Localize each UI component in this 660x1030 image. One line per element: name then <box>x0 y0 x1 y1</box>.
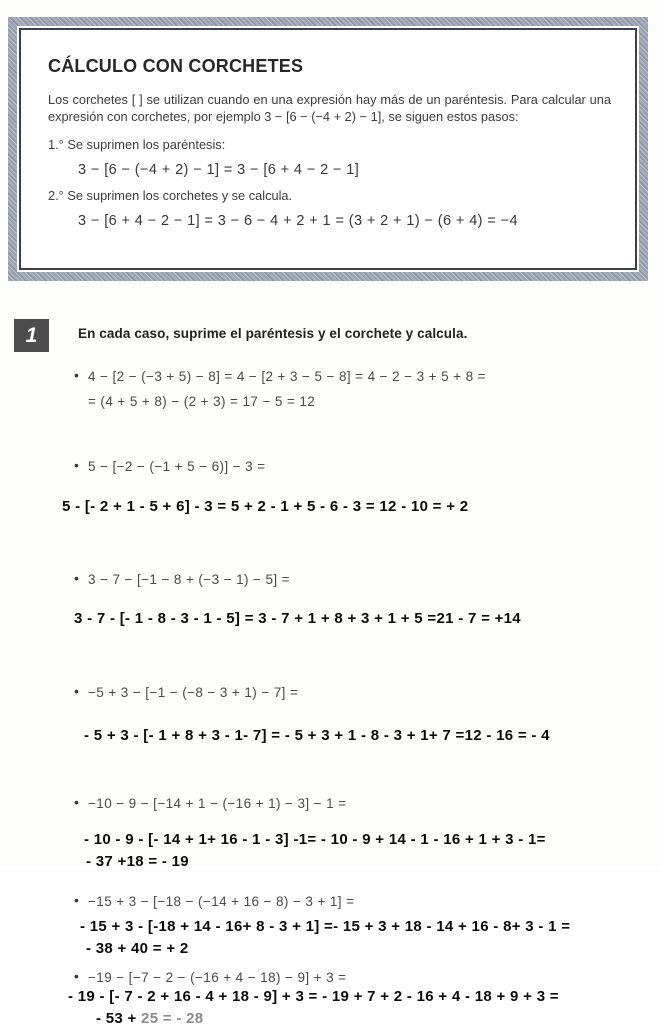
handwritten-answer-2: - 37 +18 = - 19 <box>86 853 189 870</box>
handwritten-answer: - 15 + 3 - [-18 + 14 - 16+ 8 - 3 + 1] =- 15 + 3 + 18 - 14 + 16 - 8+ 3 - 1 = <box>80 918 571 935</box>
problem-line <box>0 791 660 816</box>
problem-text: −15 + 3 − [−18 − (−14 + 16 − 8) − 3 + 1] = <box>88 894 355 909</box>
exercise-instruction: En cada caso, suprime el paréntesis y el corchete y calcula. <box>78 326 468 341</box>
bullet-icon: • <box>74 367 80 383</box>
bullet-icon: • <box>74 570 80 586</box>
step-1-equation: 3 − [6 − (−4 + 2) − 1] = 3 − [6 + 4 − 2 − 1] <box>78 162 360 178</box>
problem-line-2: = (4 + 5 + 8) − (2 + 3) = 17 − 5 = 12 <box>88 394 316 409</box>
handwritten-answer: 3 - 7 - [- 1 - 8 - 3 - 1 - 5] = 3 - 7 + 1 + 8 + 3 + 1 + 5 =21 - 7 = +14 <box>74 610 521 627</box>
exercise-item <box>0 680 660 747</box>
handwritten-answer-2: - 38 + 40 = + 2 <box>86 940 189 957</box>
handwritten-answer: - 10 - 9 - [- 14 + 1+ 16 - 1 - 3] -1= - 10 - 9 + 14 - 1 - 16 + 1 + 3 - 1= <box>84 831 546 848</box>
problem-line <box>0 889 660 914</box>
problem-text: 4 − [2 − (−3 + 5) − 8] = 4 − [2 + 3 − 5 − 8] = 4 − 2 − 3 + 5 + 8 = <box>88 369 486 384</box>
problem-text: −10 − 9 − [−14 + 1 − (−16 + 1) − 3] − 1 = <box>88 796 347 811</box>
exercise-number-badge: 1 <box>14 319 49 352</box>
exercise-item <box>0 364 660 414</box>
handwritten-answer: - 19 - [- 7 - 2 + 16 - 4 + 18 - 9] + 3 = - 19 + 7 + 2 - 16 + 4 - 18 + 9 + 3 = <box>68 988 559 1005</box>
problem-line <box>0 969 660 986</box>
problem-text: −19 − [−7 − 2 − (−16 + 4 − 18) − 9] + 3 = <box>88 970 347 985</box>
step-2-equation: 3 − [6 + 4 − 2 − 1] = 3 − 6 − 4 + 2 + 1 = (3 + 2 + 1) − (6 + 4) = −4 <box>78 213 518 229</box>
problem-text: 3 − 7 − [−1 − 8 + (−3 − 1) − 5] = <box>88 572 290 587</box>
problem-line <box>0 364 660 389</box>
section-title: CÁLCULO CON CORCHETES <box>48 56 304 76</box>
problem-line <box>0 454 660 479</box>
step-1-label: 1.° Se suprimen los paréntesis: <box>48 137 226 152</box>
handwritten-answer-light: 25 = - 28 <box>141 1010 204 1027</box>
bullet-icon: • <box>74 968 80 984</box>
problem-text: −5 + 3 − [−1 − (−8 − 3 + 1) − 7] = <box>88 685 299 700</box>
exercise-item <box>0 791 660 873</box>
problem-line <box>0 567 660 592</box>
handwritten-answer: 5 - [- 2 + 1 - 5 + 6] - 3 = 5 + 2 - 1 + 5 - 6 - 3 = 12 - 10 = + 2 <box>62 498 469 515</box>
exercise-item <box>0 454 660 518</box>
handwritten-answer: - 5 + 3 - [- 1 + 8 + 3 - 1- 7] = - 5 + 3 + 1 - 8 - 3 + 1+ 7 =12 - 16 = - 4 <box>84 727 550 744</box>
intro-paragraph: Los corchetes [ ] se utilizan cuando en una expresión hay más de un paréntesis. Para calcular una expresión con corchetes, por ejemplo 3 − [6 − (−4 + 2) − 1], se siguen estos pasos: <box>48 92 611 124</box>
theory-box-inner <box>19 28 637 270</box>
bullet-icon: • <box>74 892 80 908</box>
exercise-item <box>0 567 660 630</box>
handwritten-answer-dark: - 53 + <box>96 1010 137 1027</box>
exercise-items <box>0 364 660 1030</box>
bullet-icon: • <box>74 457 80 473</box>
problem-text: 5 − [−2 − (−1 + 5 − 6)] − 3 = <box>88 459 266 474</box>
exercise-header <box>14 319 467 352</box>
exercise-item <box>0 969 660 1030</box>
theory-box <box>8 17 648 281</box>
exercise-item <box>0 889 660 960</box>
bullet-icon: • <box>74 794 80 810</box>
problem-line <box>0 680 660 705</box>
bullet-icon: • <box>74 683 80 699</box>
handwritten-answer-2 <box>0 1008 660 1030</box>
step-2-label: 2.° Se suprimen los corchetes y se calcula. <box>48 188 293 203</box>
